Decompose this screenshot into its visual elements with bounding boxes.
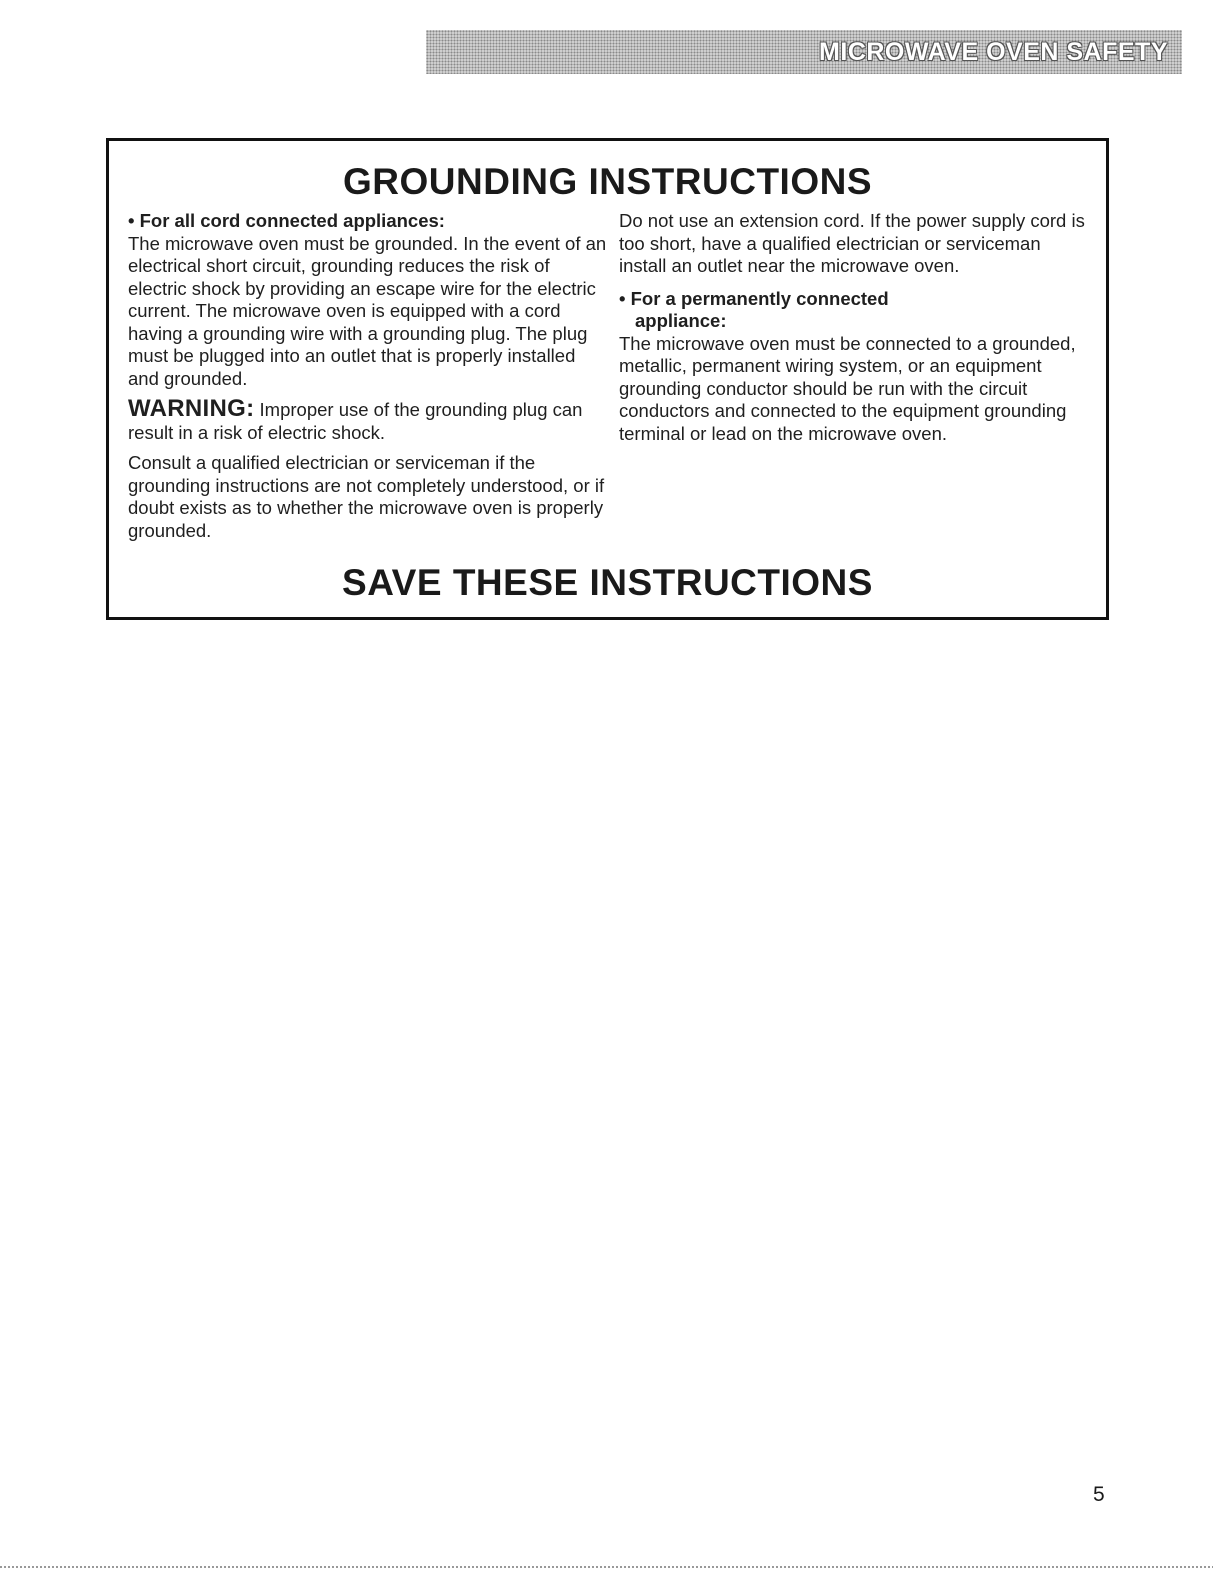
cord-connected-paragraph: The microwave oven must be grounded. In the event of an electrical short circuit, grounding reduces the risk of electric shock by providing an escape wire for the electric current. The microwave oven is equipped with a cord having a grounding wire with a grounding plug. The plug must be plugged into an outlet that is properly installed and grounded. <box>128 232 607 389</box>
cord-connected-heading: • For all cord connected appliances: <box>128 210 445 231</box>
bottom-divider <box>0 1566 1213 1568</box>
right-column <box>619 210 1089 445</box>
page-number: 5 <box>1093 1483 1105 1506</box>
box-title: GROUNDING INSTRUCTIONS <box>343 161 872 202</box>
warning-paragraph <box>128 395 608 444</box>
extension-cord-paragraph: Do not use an extension cord. If the power supply cord is too short, have a qualified electrician or serviceman install an outlet near the microwave oven. <box>619 210 1085 276</box>
warning-text: Improper use of the grounding plug can result in a risk of electric shock. <box>128 399 583 443</box>
permanent-connection-paragraph: The microwave oven must be connected to a grounded, metallic, permanent wiring system, or an equipment grounding conductor should be run with the circuit conductors and connected to the equipment grounding terminal or lead on the microwave oven. <box>619 332 1076 444</box>
save-instructions-footer: SAVE THESE INSTRUCTIONS <box>342 562 873 603</box>
grounding-instructions-box <box>106 138 1109 620</box>
left-column <box>128 210 608 542</box>
permanent-connection-heading <box>619 288 1089 333</box>
permanent-connection-heading-line2: appliance: <box>635 310 727 331</box>
section-banner <box>426 30 1182 74</box>
permanent-connection-heading-line1: • For a permanently connected <box>619 287 889 309</box>
warning-label: WARNING: <box>128 395 255 422</box>
section-banner-label: MICROWAVE OVEN SAFETY <box>819 37 1168 66</box>
consult-paragraph: Consult a qualified electrician or serviceman if the grounding instructions are not completely understood, or if doubt exists as to whether the microwave oven is properly grounded. <box>128 452 605 541</box>
